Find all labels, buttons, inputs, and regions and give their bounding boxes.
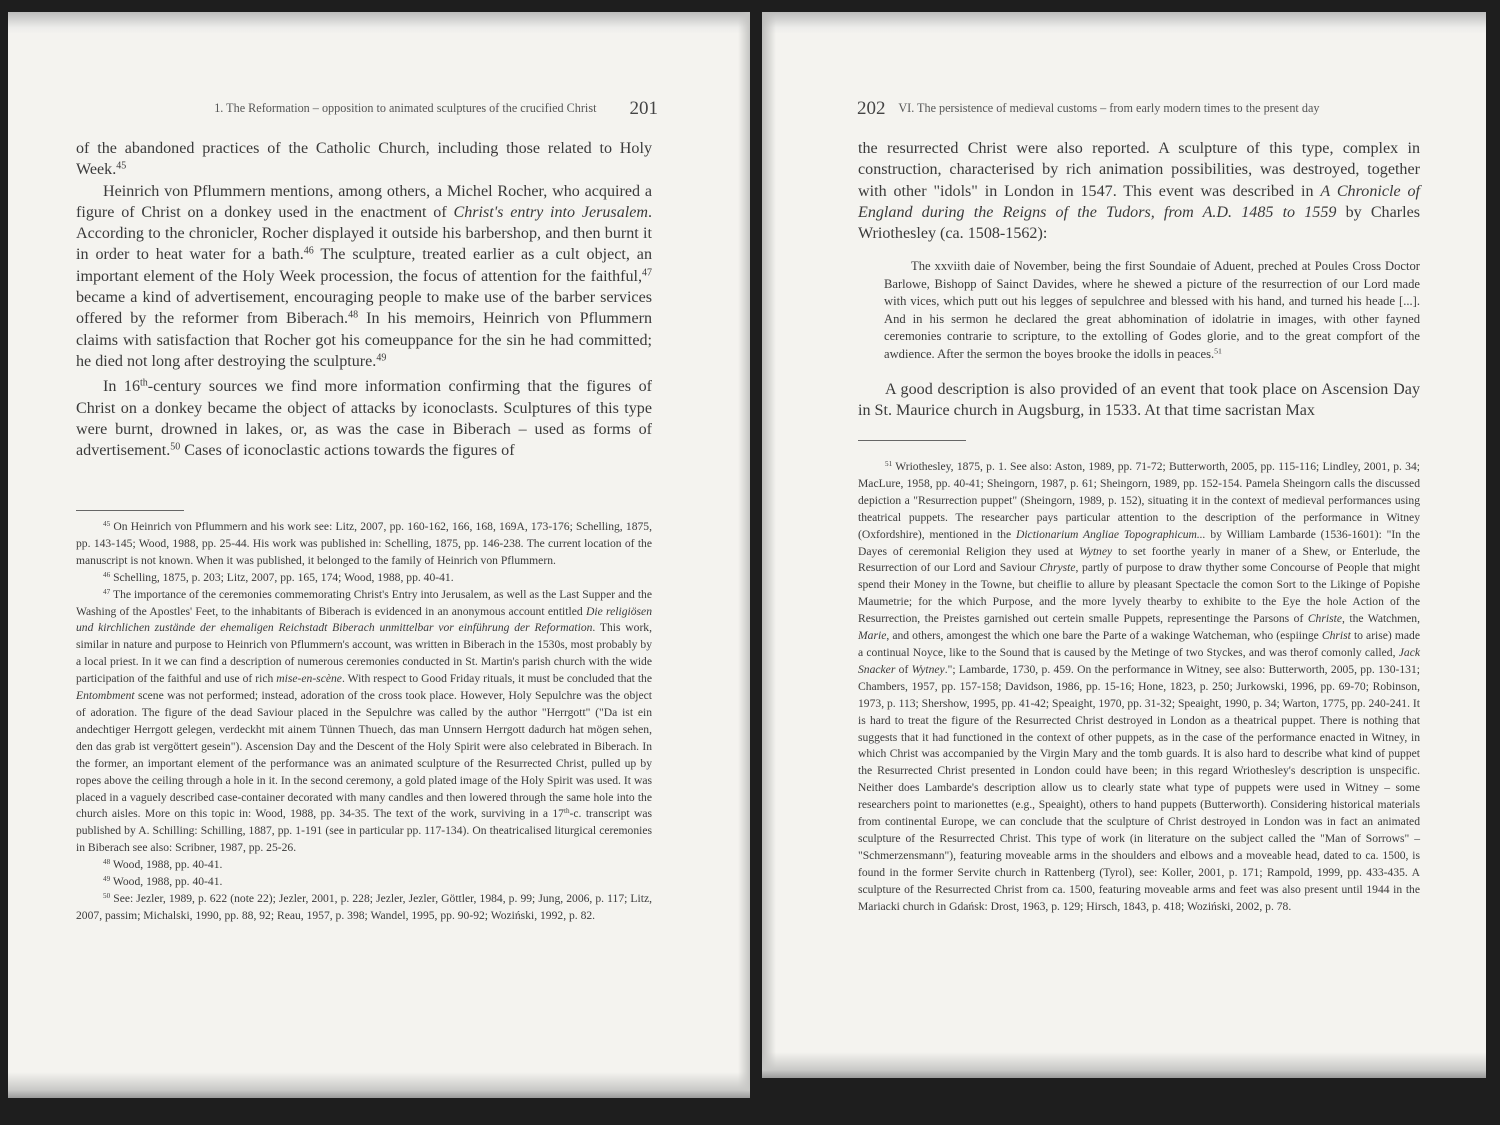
text-run: The sculpture, treated earlier as a cult object, an important element of the Holy Week procession, the focus of attention for the faithful, bbox=[76, 246, 652, 285]
note-reference: 49 bbox=[376, 352, 387, 364]
text-run: . This work, similar in nature and purpose to Heinrich von Pflummern's account, was written in Biberach in the 1530s, most probably by a local priest. In it we can find a description of numerous ceremonies conducted in St. Martin's parish church with the wide participation of the faithful and use of rich bbox=[76, 621, 652, 686]
left-page bbox=[8, 12, 750, 1098]
running-head bbox=[857, 98, 1319, 120]
running-head-title: VI. The persistence of medieval customs – from early modern times to the present day bbox=[898, 101, 1320, 115]
gutter-shadow bbox=[762, 12, 776, 1078]
text-run: to set foorthe yearly in maner of a Shew, or Enterlude, the Resurrection of our Lord and Saviour bbox=[858, 544, 1420, 575]
running-head bbox=[214, 98, 658, 120]
note-reference: 50 bbox=[170, 441, 181, 453]
note-reference: th bbox=[563, 807, 570, 816]
page-number: 202 bbox=[857, 98, 886, 119]
italic-text: Jack Snacker bbox=[858, 645, 1420, 676]
text-run: ."; Lambarde, 1730, p. 459. On the performance in Witney, see also: Butterworth, 2005, pp. 130-131; Chambers, 1957, pp. 157-158; Davidson, 1986, pp. 15-16; Hone, 1823, p. 250; Jurkowski, 1996, pp. 69-70; Robinson, 1973, p. 113; Shershow, 1995, pp. 41-42; Speaight, 1970, pp. 31-32; Speaight, 1990, p. 34; Warton, 1775, pp. 240-241. It is hard to treat the figure of the Resurrected Christ destroyed in London as a theatrical puppet. There is nothing that suggests that it had functioned in the context of other puppets, as in the case of the performance enacted in Witney, in which Christ was accompanied by the Virgin Mary and the tomb guards. It is also hard to describe what kind of puppet the Resurrected Christ presented in London could have been; in this regard Wriothesley's description is unspecific. Neither does Lambarde's description allow us to clearly state what type of puppets were used in Witney – some researchers point to marionettes (e.g., Speaight), others to hand puppets (Butterworth). Considering historical materials from continental Europe, we can conclude that the sculpture of Christ destroyed in London was in fact an animated sculpture of the Resurrected Christ. This type of work (in literature on the subject called the "Man of Sorrows" – "Schmerzensmann"), featuring moveable arms in the shoulders and elbows and a moveable head, dated to ca. 1500, is found in the former Servite church in Rattenberg (Tyrol), see: Koller, 2001, p. 171; Rampold, 1999, pp. 433-435. A sculpture of the Resurrected Christ from ca. 1500, featuring moveable arms and feet was also present until 1944 in the Mariacki church in Gdańsk: Drost, 1963, p. 129; Hirsch, 1843, p. 418; Woziński, 2002, p. 78. bbox=[858, 662, 1420, 913]
text-run: Cases of iconoclastic actions towards the figures of bbox=[180, 442, 515, 460]
text-run: by William Lambarde (1536-1601): "In the Dayes of ceremonial Religion they used at bbox=[858, 527, 1420, 558]
italic-text: A Chronicle of England during the Reigns of the Tudors, from A.D. 1485 to 1559 bbox=[858, 182, 1420, 221]
text-run: of bbox=[895, 662, 912, 676]
italic-text: mise-en-scène bbox=[276, 672, 342, 686]
running-head-title: 1. The Reformation – opposition to animated sculptures of the crucified Christ bbox=[214, 101, 597, 115]
footnote bbox=[858, 459, 1420, 915]
paragraph bbox=[76, 376, 652, 461]
paragraph bbox=[858, 138, 1420, 244]
text-run: . With respect to Good Friday rituals, it must be concluded that the bbox=[341, 672, 652, 686]
text-run: The importance of the ceremonies commemorating Christ's Entry into Jerusalem, as well as the Last Supper and the Washing of the Apostles' Feet, to the inhabitants of Biberach is evidenced in an anonymous account entitled bbox=[76, 587, 652, 618]
block-quote bbox=[884, 258, 1420, 362]
note-reference: 45 bbox=[116, 160, 127, 172]
footnote bbox=[76, 570, 652, 587]
note-reference: 47 bbox=[642, 267, 652, 279]
italic-text: Entombment bbox=[76, 689, 135, 703]
note-reference: 46 bbox=[103, 570, 111, 579]
footnote bbox=[76, 891, 652, 925]
gutter-shadow bbox=[738, 12, 750, 1098]
text-run: by Charles Wriothesley (ca. 1508-1562): bbox=[858, 203, 1420, 243]
paragraph bbox=[76, 181, 652, 373]
page-edge-shadow bbox=[8, 1072, 750, 1098]
paragraph bbox=[76, 138, 652, 181]
text-run: Wriothesley, 1875, p. 1. See also: Aston, 1989, pp. 71-72; Butterworth, 2005, pp. 115-116; Lindley, 2001, p. 34; MacLure, 1958, pp. 40-41; Sheingorn, 1987, p. 61; Sheingorn, 1989, pp. 152-154. Pamela Sheingorn calls the discussed depiction a "Resurrection puppet" (Sheingorn, 1989, p. 152), situating it in the context of medieval performances using theatrical puppets. The researcher pays particular attention to the description of the performance in Witney (Oxfordshire), mentioned in the bbox=[858, 460, 1420, 541]
footnote bbox=[76, 857, 652, 874]
note-reference: 50 bbox=[103, 891, 111, 900]
footnote bbox=[76, 587, 652, 858]
note-reference: 46 bbox=[303, 246, 314, 257]
text-run: -century sources we find more information confirming that the figures of Christ on a donkey became the object of attacks by iconoclasts. Sculptures of this type were burnt, drowned in lakes, or, as was the case in Biberach – used as forms of advertisement. bbox=[76, 378, 652, 460]
note-reference: th bbox=[140, 377, 148, 389]
note-reference: 48 bbox=[348, 309, 359, 321]
text-run: Schelling, 1875, p. 203; Litz, 2007, pp. 165, 174; Wood, 1988, pp. 40-41. bbox=[110, 570, 454, 584]
note-reference: 49 bbox=[103, 875, 111, 884]
footnote-rule bbox=[76, 510, 184, 511]
note-reference: 48 bbox=[103, 858, 111, 867]
note-reference: 47 bbox=[103, 587, 111, 596]
footnotes bbox=[76, 519, 652, 925]
italic-text: Christe bbox=[1307, 612, 1342, 626]
page-edge-shadow bbox=[8, 12, 750, 34]
text-run: A good description is also provided of an event that took place on Ascension Day in St. Maurice church in Augsburg, in 1533. At that time sacristan Max bbox=[858, 380, 1420, 420]
paragraph bbox=[858, 379, 1420, 422]
text-run: The xxviith daie of November, being the first Soundaie of Aduent, preched at Poules Cross Doctor Barlowe, Bishopp of Sainct Davides, where he shewed a picture of the resurrection of our Lord made with vices, which putt out his legges of sepulchree and blessed with his hand, and turned his heade [...]. And in his sermon he declared the great abhomination of idolatrie in images, with other fayned ceremonies contrarie to scripture, to the extolling of Godes glorie, and to the great compfort of the awdience. After the sermon the boyes brooke the idolls in peaces. bbox=[884, 259, 1420, 361]
italic-text: Christ's entry into Jerusalem bbox=[453, 203, 648, 221]
text-run: Wood, 1988, pp. 40-41. bbox=[110, 875, 223, 889]
italic-text: Wytney bbox=[911, 662, 945, 676]
italic-text: Dictionarium Angliae Topographicum... bbox=[1015, 527, 1206, 541]
italic-text: Die religiösen und kirchlichen zustände der ehemaligen Reichstadt Biberach unmittelbar vor einführung der Reformation bbox=[76, 604, 653, 635]
text-run: to arise) made a continual Noyce, like to the Sound that is caused by the Metinge of two Styckes, and was therof comonly called, bbox=[858, 629, 1420, 659]
text-run: In his memoirs, Heinrich von Pflummern claims with satisfaction that Rocher got his comeuppance for the sin he had committed; he died not long after destroying the sculpture. bbox=[76, 310, 652, 370]
text-run: the resurrected Christ were also reported. A sculpture of this type, complex in construction, characterised by rich animation possibilities, was destroyed, together with other "idols" in London in 1547. This event was described in bbox=[858, 140, 1420, 200]
main-text bbox=[858, 138, 1420, 422]
page-number: 201 bbox=[629, 98, 658, 119]
main-text bbox=[76, 138, 652, 461]
page-edge-shadow bbox=[762, 1052, 1486, 1078]
text-run: scene was not performed; instead, adoration of the cross took place. However, Holy Sepulchre was the object of adoration. The figure of the dead Saviour placed in the Sepulchre was called by the author "Herrgott" ("Da ist ein andechtiger Herrgott gelegen, verdeckht mit ainem Tünnen Thuech, das man Unnsern Herrgott dadurch hat mögen sehen, den das grab ist vergöttert gesein"). Ascension Day and the Descent of the Holy Spirit were also celebrated in Biberach. In the former, an important element of the performance was an animated sculpture of the Resurrected Christ, pulled up by ropes above the ceiling through a hole in it. In the second ceremony, a gold plated image of the Holy Spirit was used. It was placed in a vaguely described case-container decorated with many candles and then lowered through the same hole into the church aisles. More on this topic in: Wood, 1988, pp. 34-35. The text of the work, surviving in a 17 bbox=[76, 689, 652, 821]
page-edge-shadow bbox=[762, 12, 1486, 34]
text-run: of the abandoned practices of the Catholic Church, including those related to Holy Week. bbox=[76, 140, 652, 179]
note-reference: 51 bbox=[885, 460, 893, 469]
text-run: , partly of purpose to draw thyther some Concourse of People that might spend their Money in the Towne, but cheiflie to allure by pleasant Spectacle the comon Sort to the Likinge of Popishe Maumetrie; for the which Purpose, and the more lyvely thearby to exhibite to the Eye the hole Action of the Resurrection, the Preistes garnished out certein smalle Puppets, representinge the Parsons of bbox=[858, 561, 1420, 626]
italic-text: Marie bbox=[858, 629, 887, 643]
text-run: Wood, 1988, pp. 40-41. bbox=[110, 858, 223, 872]
italic-text: Wytney bbox=[1079, 544, 1113, 558]
note-reference: 51 bbox=[1214, 346, 1222, 356]
text-run: In 16 bbox=[103, 378, 141, 396]
footnotes bbox=[858, 459, 1420, 915]
text-run: See: Jezler, 1989, p. 622 (note 22); Jezler, 2001, p. 228; Jezler, Jezler, Göttler, 1984, p. 99; Jung, 2006, p. 117; Litz, 2007, passim; Michalski, 1990, pp. 88, 92; Reau, 1957, p. 398; Wandel, 1995, pp. 90-92; Woziński, 1992, p. 82. bbox=[76, 891, 652, 922]
text-run: . According to the chronicler, Rocher displayed it outside his barbershop, and then burnt it in order to heat water for a bath. bbox=[76, 203, 653, 264]
text-run: , the Watchmen, bbox=[1341, 612, 1420, 626]
footnote-rule bbox=[858, 440, 966, 441]
text-run: -c. transcript was published by A. Schilling: Schilling, 1887, pp. 1-191 (see in particular pp. 117-134). On theatricalised liturgical ceremonies in Biberach see also: Scribner, 1987, pp. 25-26. bbox=[76, 807, 652, 855]
text-run: , and others, amongest the which one bare the Parte of a wakinge Watcheman, who (espiinge bbox=[886, 629, 1322, 643]
footnote bbox=[76, 519, 652, 570]
italic-text: Christ bbox=[1321, 629, 1351, 643]
text-run: On Heinrich von Pflummern and his work see: Litz, 2007, pp. 160-162, 166, 168, 169A, 173-176; Schelling, 1875, pp. 143-145; Wood, 1988, pp. 25-44. His work was published in: Schelling, 1875, pp. 146-238. The current location of the manuscript is not known. When it was published, it belonged to the family of Heinrich von Pflummern. bbox=[76, 520, 652, 567]
note-reference: 45 bbox=[103, 520, 111, 529]
footnote bbox=[76, 874, 652, 891]
right-page bbox=[762, 12, 1486, 1078]
text-run: Heinrich von Pflummern mentions, among others, a Michel Rocher, who acquired a figure of Christ on a donkey used in the enactment of bbox=[76, 182, 652, 221]
italic-text: Chryste bbox=[1039, 561, 1076, 575]
text-run: became a kind of advertisement, encouraging people to make use of the barber services offered by the reformer from Biberach. bbox=[76, 289, 652, 328]
